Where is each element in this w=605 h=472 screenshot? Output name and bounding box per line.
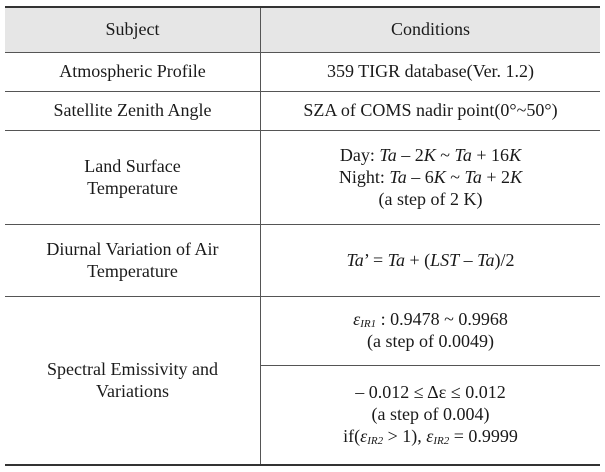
condition-cell: 359 TIGR database(Ver. 1.2) [261,52,601,91]
table-row [5,224,600,297]
night-range: Night: Ta – 6K ~ Ta + 2K [338,166,523,187]
header-conditions: Conditions [261,7,601,52]
subject-cell: Land Surface Temperature [5,131,261,224]
condition-cell: Day: Ta – 2K ~ Ta + 16K Night: Ta – 6K ~ Ta + 2K (a step of 2 K) [261,131,601,224]
table-row [5,297,600,365]
table-row [5,131,600,224]
condition-cell: $\varepsilon_{IR1}$ : 0.9478 ~ 0.9968 (a step of 0.0049) [261,297,601,365]
condition-cell [261,224,601,297]
subject-cell: Atmospheric Profile [5,52,261,91]
table-row [5,92,600,131]
day-range: Day: Ta – 2K ~ Ta + 16K [339,144,522,165]
conditions-table [5,6,600,466]
condition-cell: SZA of COMS nadir point(0°~50°) [261,92,601,131]
emissivity-range: $\varepsilon_{IR1}$ : 0.9478 ~ 0.9968 [353,308,508,330]
subject-cell: Diurnal Variation of Air Temperature [5,224,261,297]
emissivity-cap: $if(\varepsilon_{IR2} > 1)$, $\varepsilon_{IR2} = 0.9999$ [343,425,518,447]
header-row [5,7,600,52]
header-subject: Subject [5,7,261,52]
subject-cell: Spectral Emissivity and Variations [5,297,261,465]
table-row [5,52,600,91]
air-temperature-formula: Ta’ = Ta + (LST – Ta)/2 [346,249,515,270]
condition-cell: – 0.012 ≤ Δε ≤ 0.012 (a step of 0.004) $if(\varepsilon_{IR2} > 1)$, $\varepsilon_{IR2} = 0.9999$ [261,365,601,465]
subject-cell: Satellite Zenith Angle [5,92,261,131]
